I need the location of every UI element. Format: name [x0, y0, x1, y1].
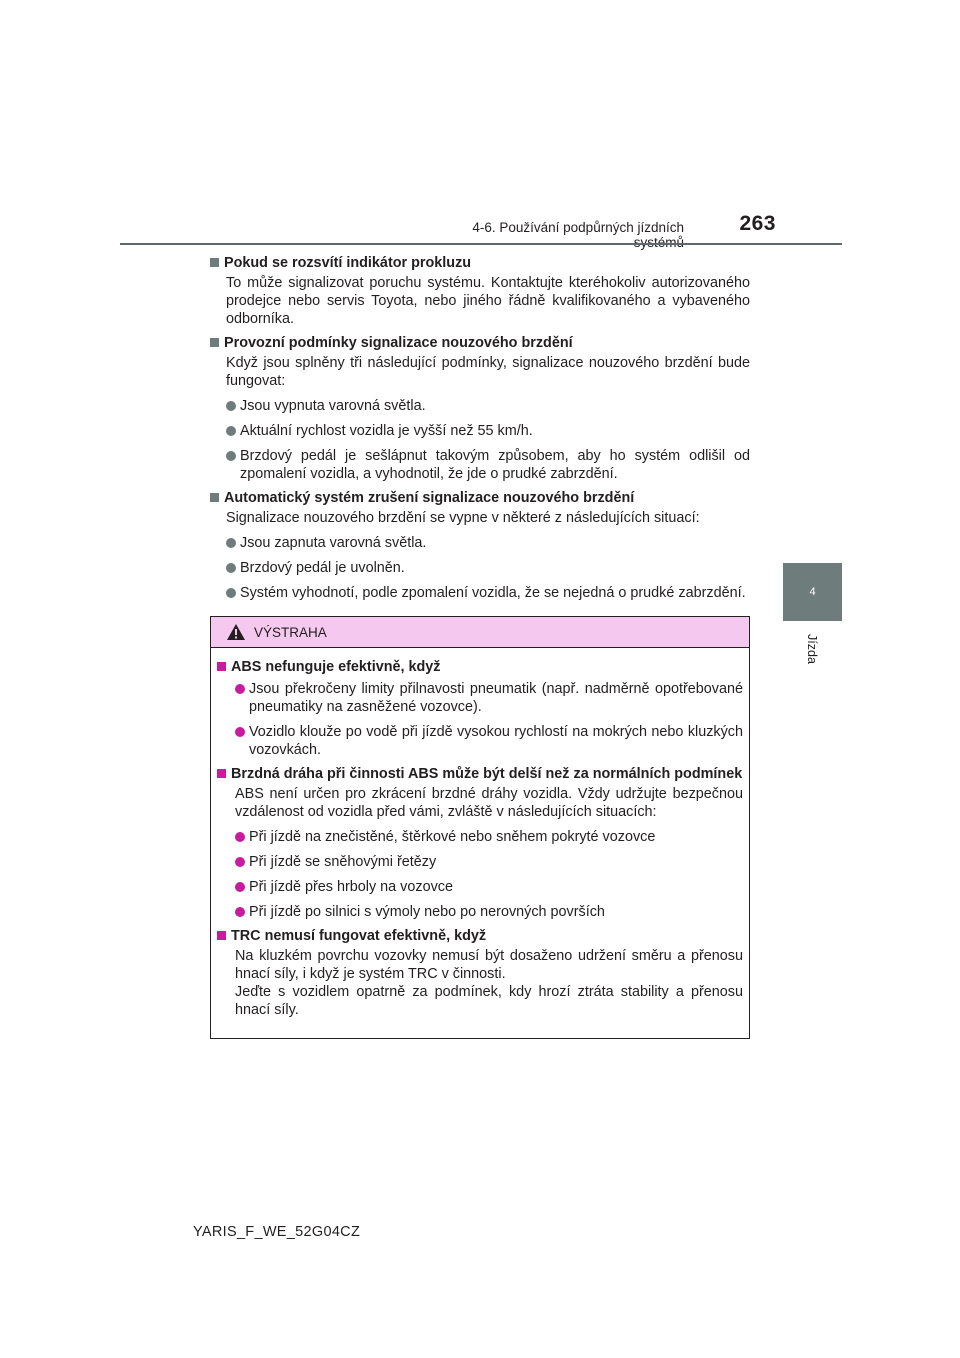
circle-bullet-icon — [235, 907, 245, 917]
warning-section-title: ABS nefunguje efektivně, když — [231, 659, 441, 675]
circle-bullet-icon — [235, 684, 245, 694]
section-title-row — [210, 334, 750, 352]
list-item — [226, 447, 750, 483]
section-paragraph: To může signalizovat poruchu systému. Kontaktujte kteréhokoliv autorizovaného prodejce nebo servis Toyota, nebo jiného řádně kvalifikovaného a vybaveného odborníka. — [226, 275, 750, 327]
square-bullet-icon — [217, 769, 226, 778]
circle-bullet-icon — [226, 538, 236, 548]
square-bullet-icon — [217, 931, 226, 940]
list-item-text: Aktuální rychlost vozidla je vyšší než 55 km/h. — [240, 423, 533, 439]
circle-bullet-icon — [235, 882, 245, 892]
chapter-tab[interactable] — [783, 563, 842, 621]
section-title-row — [210, 254, 750, 272]
square-bullet-icon — [210, 338, 219, 347]
circle-bullet-icon — [226, 451, 236, 461]
square-bullet-icon — [210, 493, 219, 502]
list-item-text: Vozidlo klouže po vodě při jízdě vysokou rychlostí na mokrých nebo kluzkých vozovkách. — [249, 724, 743, 758]
list-item-text: Jsou překročeny limity přilnavosti pneumatik (např. nadměrně opotřebované pneumatiky na zasněžené vozovce). — [249, 681, 743, 715]
main-content — [210, 254, 750, 602]
list-item — [235, 680, 743, 716]
warning-body — [211, 648, 749, 1019]
list-item — [226, 584, 750, 602]
section-paragraph: Když jsou splněny tři následující podmínky, signalizace nouzového brzdění bude fungovat: — [226, 355, 750, 389]
warning-section-title-row — [217, 658, 743, 676]
list-item-text: Brzdový pedál je uvolněn. — [240, 560, 405, 576]
circle-bullet-icon — [235, 857, 245, 867]
list-item-text: Při jízdě přes hrboly na vozovce — [249, 879, 453, 895]
list-item — [235, 903, 743, 921]
page-number: 263 — [739, 212, 776, 235]
section-title: Automatický systém zrušení signalizace nouzového brzdění — [224, 490, 635, 506]
section-paragraph: Signalizace nouzového brzdění se vypne v některé z následujících situací: — [226, 510, 700, 526]
section-title: Pokud se rozsvítí indikátor prokluzu — [224, 255, 472, 271]
chapter-label-text: Jízda — [804, 634, 819, 664]
warning-paragraph: ABS není určen pro zkrácení brzdné dráhy vozidla. Vždy udržujte bezpečnou vzdálenost od vozidla před vámi, zvláště v následujících situacích: — [235, 786, 743, 820]
warning-paragraph: Na kluzkém povrchu vozovky nemusí být dosaženo udržení směru a přenosu hnací síly, i když je systém TRC v činnosti. — [235, 948, 743, 982]
section-title: Provozní podmínky signalizace nouzového brzdění — [224, 335, 573, 351]
list-item-text: Jsou zapnuta varovná světla. — [240, 535, 427, 551]
circle-bullet-icon — [235, 727, 245, 737]
list-item — [235, 853, 743, 871]
chapter-number: 4 — [809, 586, 816, 598]
header-divider — [120, 243, 842, 245]
list-item — [226, 397, 750, 415]
warning-section-title: Brzdná dráha při činnosti ABS může být delší než za normálních podmínek — [231, 766, 743, 782]
list-item — [226, 422, 750, 440]
list-item — [226, 534, 750, 552]
header-section-title: 4-6. Používání podpůrných jízdních — [472, 220, 684, 235]
warning-section-title-row — [217, 765, 743, 783]
list-item — [226, 559, 750, 577]
document-code: YARIS_F_WE_52G04CZ — [193, 1224, 361, 1240]
list-item-text: Systém vyhodnotí, podle zpomalení vozidla, že se nejedná o prudké zabrzdění. — [240, 585, 746, 601]
section-emergency-brake-cancel — [210, 489, 750, 602]
list-item-text: Při jízdě po silnici s výmoly nebo po nerovných površích — [249, 904, 605, 920]
section-slip-indicator — [210, 254, 750, 328]
square-bullet-icon — [217, 662, 226, 671]
warning-triangle-icon — [226, 623, 246, 641]
warning-section-title-row — [217, 927, 743, 945]
list-item — [235, 723, 743, 759]
list-item-text: Při jízdě se sněhovými řetězy — [249, 854, 437, 870]
chapter-label — [786, 624, 838, 674]
warning-title: VÝSTRAHA — [254, 624, 327, 640]
warning-paragraph: Jeďte s vozidlem opatrně za podmínek, kdy hrozí ztráta stability a přenosu hnací síly. — [235, 984, 743, 1018]
list-item-text: Brzdový pedál je sešlápnut takovým způsobem, aby ho systém odlišil od zpomalení vozidla, a vyhodnotil, že jde o prudké zabrzdění. — [240, 448, 750, 482]
circle-bullet-icon — [226, 426, 236, 436]
square-bullet-icon — [210, 258, 219, 267]
circle-bullet-icon — [235, 832, 245, 842]
list-item — [235, 828, 743, 846]
circle-bullet-icon — [226, 563, 236, 573]
warning-section-title: TRC nemusí fungovat efektivně, když — [231, 928, 487, 944]
circle-bullet-icon — [226, 401, 236, 411]
warning-box — [210, 616, 750, 1039]
list-item-text: Jsou vypnuta varovná světla. — [240, 398, 426, 414]
list-item-text: Při jízdě na znečistěné, štěrkové nebo sněhem pokryté vozovce — [249, 829, 656, 845]
section-title-row — [210, 489, 750, 507]
circle-bullet-icon — [226, 588, 236, 598]
warning-header — [211, 617, 749, 648]
section-emergency-brake-conditions — [210, 334, 750, 483]
list-item — [235, 878, 743, 896]
